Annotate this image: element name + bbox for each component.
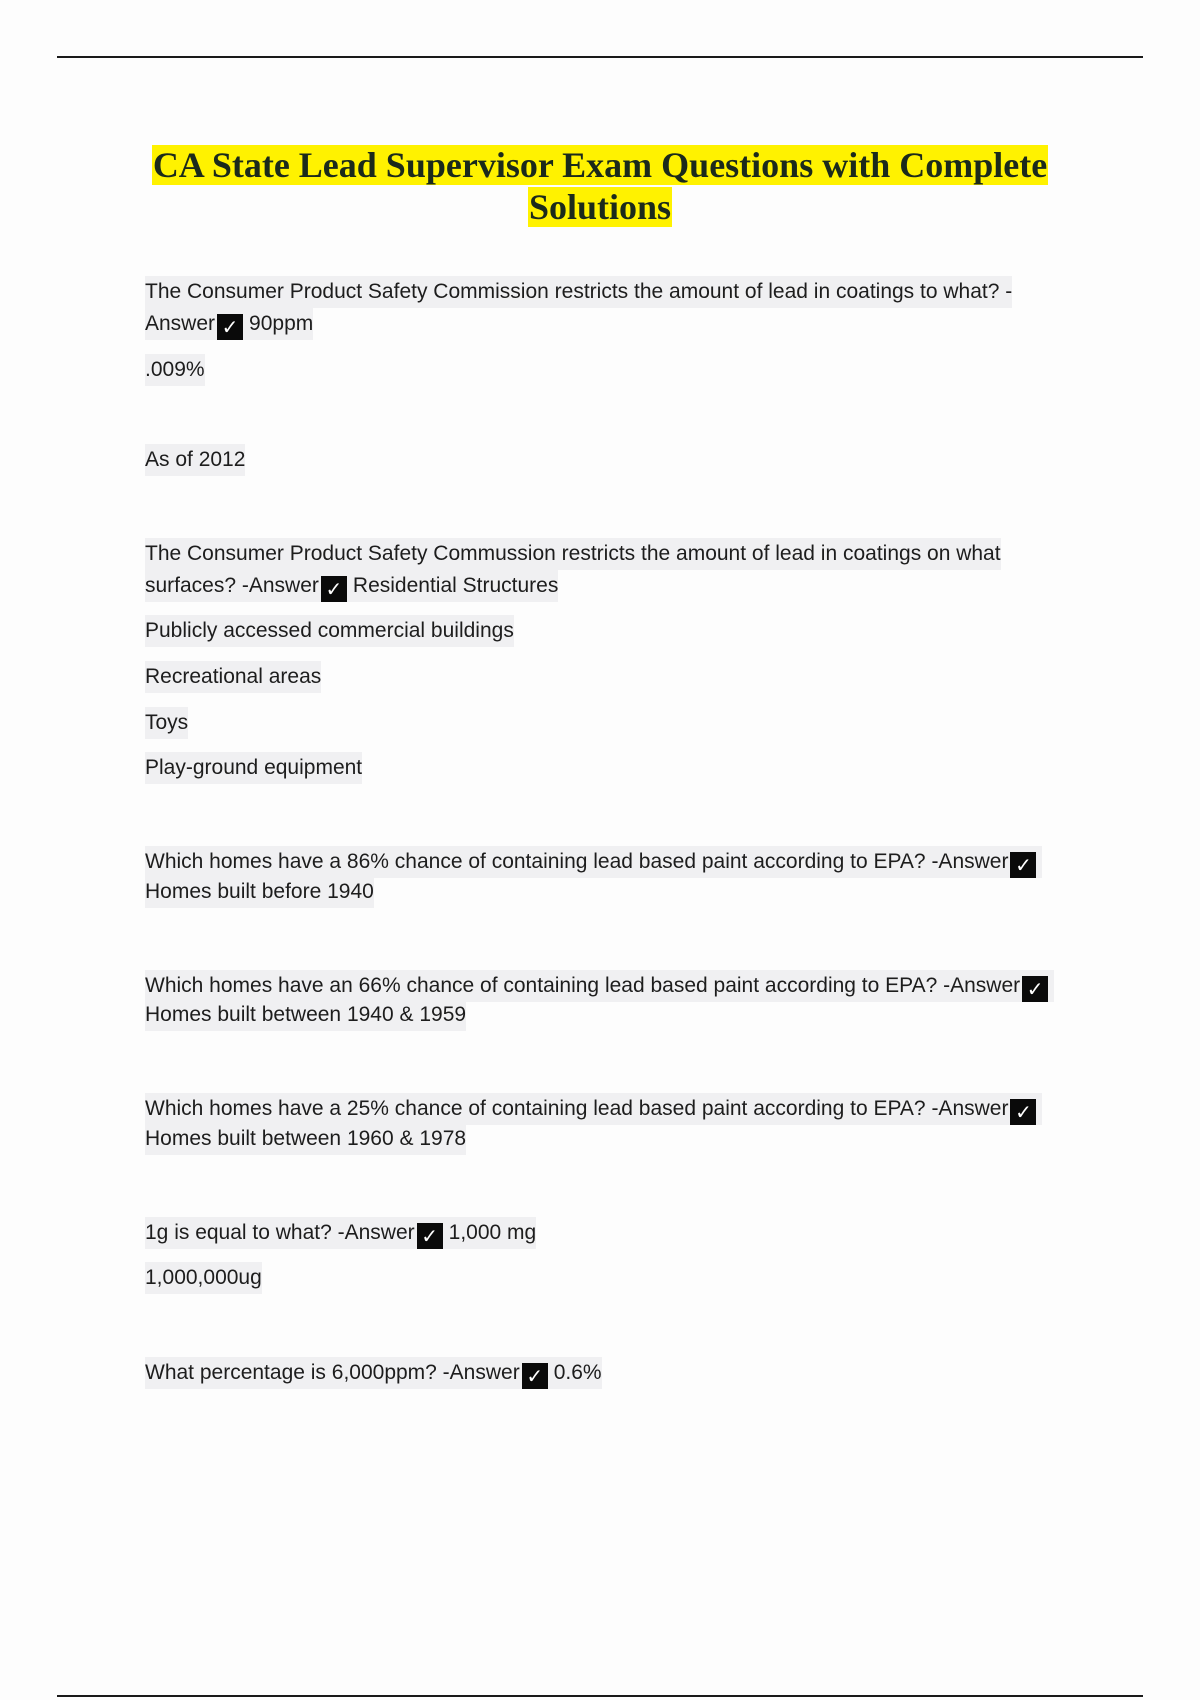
title-line-1: CA State Lead Supervisor Exam Questions with Complete — [152, 145, 1048, 185]
question-6-text: 1g is equal to what? -Answer — [145, 1221, 415, 1244]
check-box-icon: ✓ — [1022, 976, 1048, 1002]
answer-5: Homes built between 1960 & 1978 — [145, 1123, 466, 1155]
answer-4: Homes built between 1940 & 1959 — [145, 999, 466, 1031]
answer-2: Residential Structures — [352, 574, 559, 597]
question-7-text: What percentage is 6,000ppm? -Answer — [145, 1361, 520, 1384]
question-2-line-1: The Consumer Product Safety Commussion restricts the amount of lead in coatings on what — [145, 538, 1001, 570]
answer-6-extra-1: 1,000,000ug — [145, 1262, 262, 1294]
answer-6: 1,000 mg — [448, 1221, 537, 1244]
answer-1-extra-2: As of 2012 — [145, 444, 245, 476]
question-7-line-1 — [145, 1357, 602, 1389]
check-box-icon: ✓ — [321, 576, 347, 602]
question-2-answer-label: surfaces? -Answer — [145, 574, 319, 597]
answer-7: 0.6% — [553, 1361, 602, 1384]
answer-1: 90ppm — [249, 312, 314, 335]
question-5-line-1 — [145, 1093, 1042, 1125]
answer-1-extra-1: .009% — [145, 354, 205, 386]
question-2-line-2 — [145, 570, 558, 602]
answer-3: Homes built before 1940 — [145, 876, 374, 908]
title-line-2: Solutions — [528, 187, 672, 227]
top-rule — [57, 56, 1143, 58]
question-6-line-1 — [145, 1217, 536, 1249]
check-box-icon: ✓ — [417, 1223, 443, 1249]
document-title — [100, 144, 1100, 228]
answer-2-extra-1: Publicly accessed commercial buildings — [145, 615, 514, 647]
check-box-icon: ✓ — [522, 1363, 548, 1389]
bottom-rule — [57, 1695, 1143, 1697]
check-box-icon: ✓ — [217, 314, 243, 340]
question-4-text: Which homes have an 66% chance of containing lead based paint according to EPA? -Answer — [145, 974, 1021, 997]
answer-2-extra-4: Play-ground equipment — [145, 752, 362, 784]
question-5-text: Which homes have a 25% chance of containing lead based paint according to EPA? -Answer — [145, 1097, 1009, 1120]
answer-2-extra-2: Recreational areas — [145, 661, 321, 693]
question-4-line-1 — [145, 970, 1054, 1002]
question-3-line-1 — [145, 846, 1042, 878]
answer-2-extra-3: Toys — [145, 707, 188, 739]
question-1-line-2 — [145, 308, 313, 340]
question-3-text: Which homes have a 86% chance of containing lead based paint according to EPA? -Answer — [145, 850, 1009, 873]
question-1-answer-label: Answer — [145, 312, 216, 335]
check-box-icon: ✓ — [1010, 852, 1036, 878]
check-box-icon: ✓ — [1010, 1099, 1036, 1125]
question-1-line-1: The Consumer Product Safety Commission restricts the amount of lead in coatings to what? - — [145, 276, 1012, 308]
